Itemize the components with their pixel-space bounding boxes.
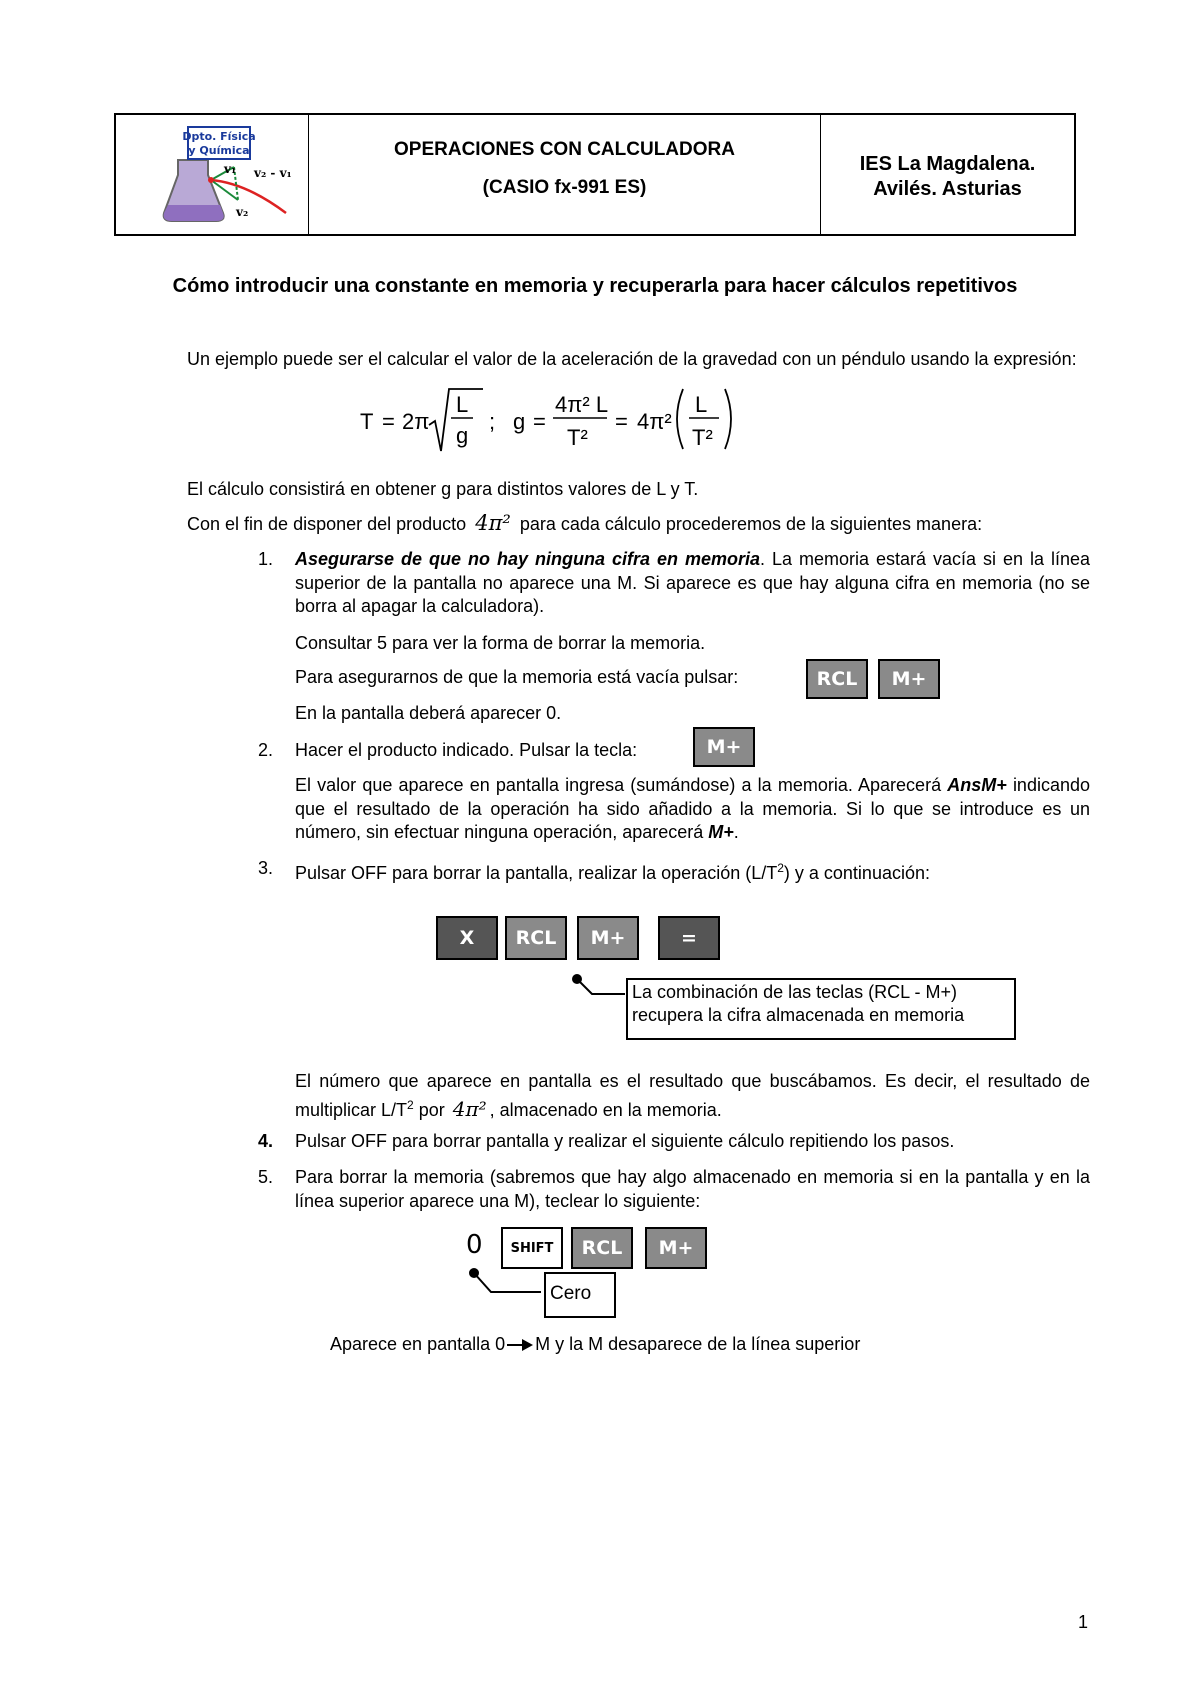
product-line — [187, 512, 982, 537]
school-cell — [821, 115, 1074, 234]
step-4-num: 4. — [258, 1131, 274, 1151]
product-symbol: 4π² — [475, 511, 511, 535]
calc-line: El cálculo consistirá en obtener g para distintos valores de L y T. — [187, 479, 699, 499]
formula-2pi: 2π — [402, 409, 430, 434]
rcl-key-step3[interactable]: RCL — [505, 916, 567, 960]
rcl-key-step5[interactable]: RCL — [571, 1227, 633, 1269]
logo-cell — [116, 115, 309, 234]
logo-text-2: y Química — [188, 144, 250, 157]
formula-g2: g — [513, 409, 526, 434]
formula-4pi2: 4π² — [637, 409, 672, 434]
doc-title: OPERACIONES CON CALCULADORA — [394, 139, 735, 160]
step-2-desc — [295, 774, 1090, 845]
step-1-press: Para asegurarnos de que la memoria está vacía pulsar: — [295, 667, 739, 687]
step-1-body: . La memoria estará vacía si en la línea superior de la pantalla no aparece una M. Si aparece es que hay alguna cifra en memoria (no se borra al apagar la calculadora). — [295, 549, 1090, 616]
page-number: 1 — [1078, 1612, 1089, 1632]
step-3-text-post: ) y a continuación: — [783, 863, 930, 883]
mplus-key-step3[interactable]: M+ — [577, 916, 639, 960]
step-5-final-pre: Aparece en pantalla 0 — [330, 1334, 506, 1354]
equals-key[interactable]: = — [658, 916, 720, 960]
step-2-end: . — [733, 822, 739, 842]
arrow-right-icon — [506, 1338, 534, 1352]
formula-semicolon: ; — [489, 409, 496, 434]
formula-denominator: T² — [567, 425, 588, 450]
formula-eq-2: = — [533, 409, 546, 434]
school-name: IES La Magdalena. — [859, 153, 1036, 175]
callout-line-1: La combinación de las teclas (RCL - M+) — [632, 982, 957, 1002]
formula-L: L — [456, 392, 469, 417]
school-location: Avilés. Asturias — [873, 178, 1022, 200]
formula-T: T — [360, 409, 374, 434]
rcl-key[interactable]: RCL — [806, 659, 868, 699]
logo-text-1: Dpto. Física — [182, 130, 256, 143]
step-3-result — [295, 1070, 1090, 1122]
formula-eq-3: = — [615, 409, 628, 434]
step-4-text: Pulsar OFF para borrar pantalla y realizar el siguiente cálculo repitiendo los pasos. — [295, 1131, 955, 1151]
step-3-result-symbol: 4π² — [452, 1096, 487, 1121]
callout-line-2: recupera la cifra almacenada en memoria — [632, 1005, 965, 1025]
step-2-num: 2. — [258, 740, 274, 760]
pendulum-formula — [355, 385, 755, 455]
formula-L2: L — [695, 392, 708, 417]
vector-diff-label: v₂ - v₁ — [254, 166, 292, 180]
step-3-result-post: , almacenado en la memoria. — [489, 1099, 722, 1120]
step-2-ansm: AnsM+ — [947, 775, 1007, 795]
step-3-result-mid: por — [413, 1099, 445, 1120]
step-5-final — [330, 1333, 860, 1357]
department-logo — [116, 115, 309, 235]
callout-rcl-mplus — [626, 978, 1016, 1040]
step-3-num: 3. — [258, 858, 274, 878]
multiply-key[interactable]: X — [436, 916, 498, 960]
step-1-consult: Consultar 5 para ver la forma de borrar la memoria. — [295, 633, 706, 653]
callout-cero: Cero — [544, 1272, 616, 1318]
step-2-desc-1: El valor que aparece en pantalla ingresa (sumándose) a la memoria. Aparecerá — [295, 775, 942, 795]
shift-key[interactable]: SHIFT — [501, 1227, 563, 1269]
vector-v1-label: v₁ — [224, 162, 237, 176]
step-3-text-pre: Pulsar OFF para borrar la pantalla, realizar la operación (L/T — [295, 863, 778, 883]
mplus-key[interactable]: M+ — [878, 659, 940, 699]
cero-pointer — [463, 1264, 543, 1304]
formula-T2: T² — [692, 425, 713, 450]
mplus-key-step5[interactable]: M+ — [645, 1227, 707, 1269]
step-1-num: 1. — [258, 549, 274, 569]
formula-numerator: 4π² L — [555, 392, 609, 417]
step-3-sup: 2 — [777, 861, 784, 875]
doc-subtitle: (CASIO fx-991 ES) — [482, 177, 647, 198]
step-2-text: Hacer el producto indicado. Pulsar la tecla: — [295, 740, 638, 760]
header-table — [114, 113, 1076, 236]
step-1-text — [295, 548, 1090, 619]
step-3-text — [295, 857, 930, 886]
formula-g: g — [456, 423, 469, 448]
step-5-num: 5. — [258, 1167, 274, 1187]
vector-v2-label: v₂ — [236, 205, 249, 219]
product-line-post: para cada cálculo procederemos de la siguientes manera: — [519, 514, 983, 534]
title-cell — [309, 115, 821, 234]
step-2-desc-2: indicando que el resultado de la operación ha sido añadido a la memoria. Si lo que se introduce es un número, sin efectuar ninguna operación, aparecerá — [295, 775, 1090, 842]
product-line-pre: Con el fin de disponer del producto — [187, 514, 467, 534]
step-1-display: En la pantalla deberá aparecer 0. — [295, 703, 562, 723]
step-1-bold: Asegurarse de que no hay ninguna cifra en memoria — [295, 549, 760, 569]
callout-pointer — [565, 970, 635, 1010]
step-3-result-sup: 2 — [407, 1097, 414, 1112]
step-5-final-post: M y la M desaparece de la línea superior — [535, 1334, 861, 1354]
formula-eq-1: = — [382, 409, 395, 434]
section-title: Cómo introducir una constante en memoria y recuperarla para hacer cálculos repetitivos — [172, 275, 1018, 297]
step-3-result-pre: El número que aparece en pantalla es el resultado que buscábamos. Es decir, el resultado de multiplicar L/T — [295, 1071, 1090, 1120]
intro-text: Un ejemplo puede ser el calcular el valor de la aceleración de la gravedad con un péndulo usando la expresión: — [187, 349, 1077, 369]
zero-digit: 0 — [466, 1230, 483, 1260]
mplus-key-step2[interactable]: M+ — [693, 727, 755, 767]
step-5-text: Para borrar la memoria (sabremos que hay algo almacenado en memoria si en la pantalla y en la línea superior aparece una M), teclear lo siguiente: — [295, 1167, 1090, 1211]
step-2-mplus: M+ — [708, 822, 734, 842]
